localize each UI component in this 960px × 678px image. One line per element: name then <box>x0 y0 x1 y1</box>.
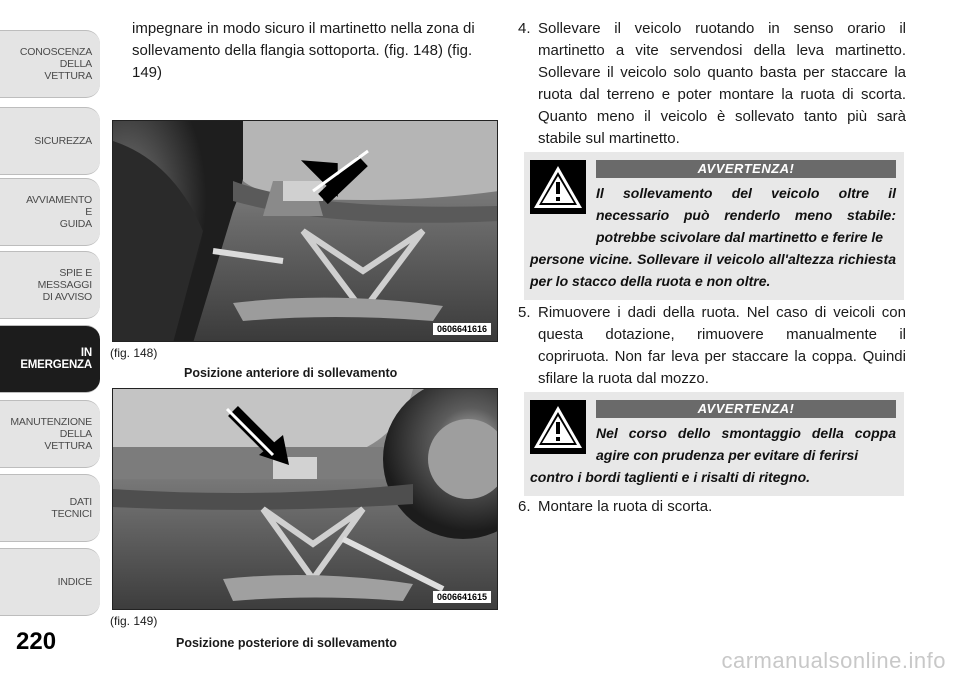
step-text: Montare la ruota di scorta. <box>538 498 713 515</box>
tab-dati-tecnici[interactable] <box>0 474 100 542</box>
figure-caption: Posizione anteriore di sollevamento <box>184 366 398 380</box>
figure-code: 0606641615 <box>433 591 491 603</box>
tab-label: SICUREZZA <box>34 135 92 147</box>
tab-indice[interactable] <box>0 548 100 616</box>
page-number: 220 <box>16 628 57 655</box>
tab-conoscenza-vettura[interactable] <box>0 30 100 98</box>
step-text: Sollevare il veicolo ruotando in senso orario il martinetto a vite servendosi della leva martinetto. Sollevare il veicolo solo quanto basta per staccare la ruota dal terreno e poter montare la ruota di scorta. Quanto meno il veicolo è sollevato tanto più sarà stabile sul martinetto. <box>538 20 906 147</box>
tab-label: DATI TECNICI <box>51 496 92 520</box>
warning-title: AVVERTENZA! <box>596 160 896 178</box>
step-text: Rimuovere i dadi della ruota. Nel caso di veicoli con questa dotazione, rimuovere manualmente il copriruota. Non far leva per staccare la coppa. Quindi sfilare la ruota dal mozzo. <box>538 304 906 387</box>
tab-sicurezza[interactable] <box>0 107 100 175</box>
step-number: 6. <box>518 498 531 515</box>
warning-title: AVVERTENZA! <box>596 400 896 418</box>
tab-label: INDICE <box>57 576 92 588</box>
tab-manutenzione[interactable] <box>0 400 100 468</box>
front-jack-illustration <box>113 121 498 342</box>
tab-avviamento-guida[interactable] <box>0 178 100 246</box>
warning-box-2 <box>524 392 904 496</box>
warning-text-first: Il sollevamento del veicolo oltre il necessario può renderlo meno stabile: potrebbe scivolare dal martinetto e ferire le <box>596 185 896 245</box>
figure-front-jack <box>112 120 498 342</box>
warning-box-1 <box>524 152 904 300</box>
tab-label: IN EMERGENZA <box>20 347 92 371</box>
step-number: 5. <box>518 304 531 321</box>
figure-ref: (fig. 149) <box>110 614 158 628</box>
rear-jack-illustration <box>113 389 498 610</box>
intro-paragraph: impegnare in modo sicuro il martinetto nella zona di sollevamento della flangia sottoporta. (fig. 148) (fig. 149) <box>132 20 475 81</box>
figure-rear-jack <box>112 388 498 610</box>
warning-triangle-icon <box>530 160 586 214</box>
warning-text-first: Nel corso dello smontaggio della coppa agire con prudenza per evitare di ferirsi <box>596 425 896 463</box>
step-6 <box>518 496 906 518</box>
watermark: carmanualsonline.info <box>721 648 946 673</box>
tab-label: AVVIAMENTO E GUIDA <box>26 194 92 230</box>
step-number: 4. <box>518 20 531 37</box>
step-5 <box>518 302 906 390</box>
figure-ref: (fig. 148) <box>110 346 158 360</box>
tab-label: SPIE E MESSAGGI DI AVVISO <box>37 267 92 303</box>
chapter-sidebar <box>0 0 100 640</box>
figure-caption: Posizione posteriore di sollevamento <box>176 636 397 650</box>
figure-code: 0606641616 <box>433 323 491 335</box>
tab-label: CONOSCENZA DELLA VETTURA <box>19 46 92 82</box>
warning-triangle-icon <box>530 400 586 454</box>
warning-text-rest: persone vicine. Sollevare il veicolo all'altezza richiesta per lo stacco della ruota e non oltre. <box>530 251 896 289</box>
tab-spie-messaggi[interactable] <box>0 251 100 319</box>
tab-label: MANUTENZIONE DELLA VETTURA <box>10 416 92 452</box>
step-4 <box>518 18 906 150</box>
tab-in-emergenza[interactable] <box>0 325 100 393</box>
warning-text-rest: contro i bordi taglienti e i risalti di ritegno. <box>530 469 811 485</box>
